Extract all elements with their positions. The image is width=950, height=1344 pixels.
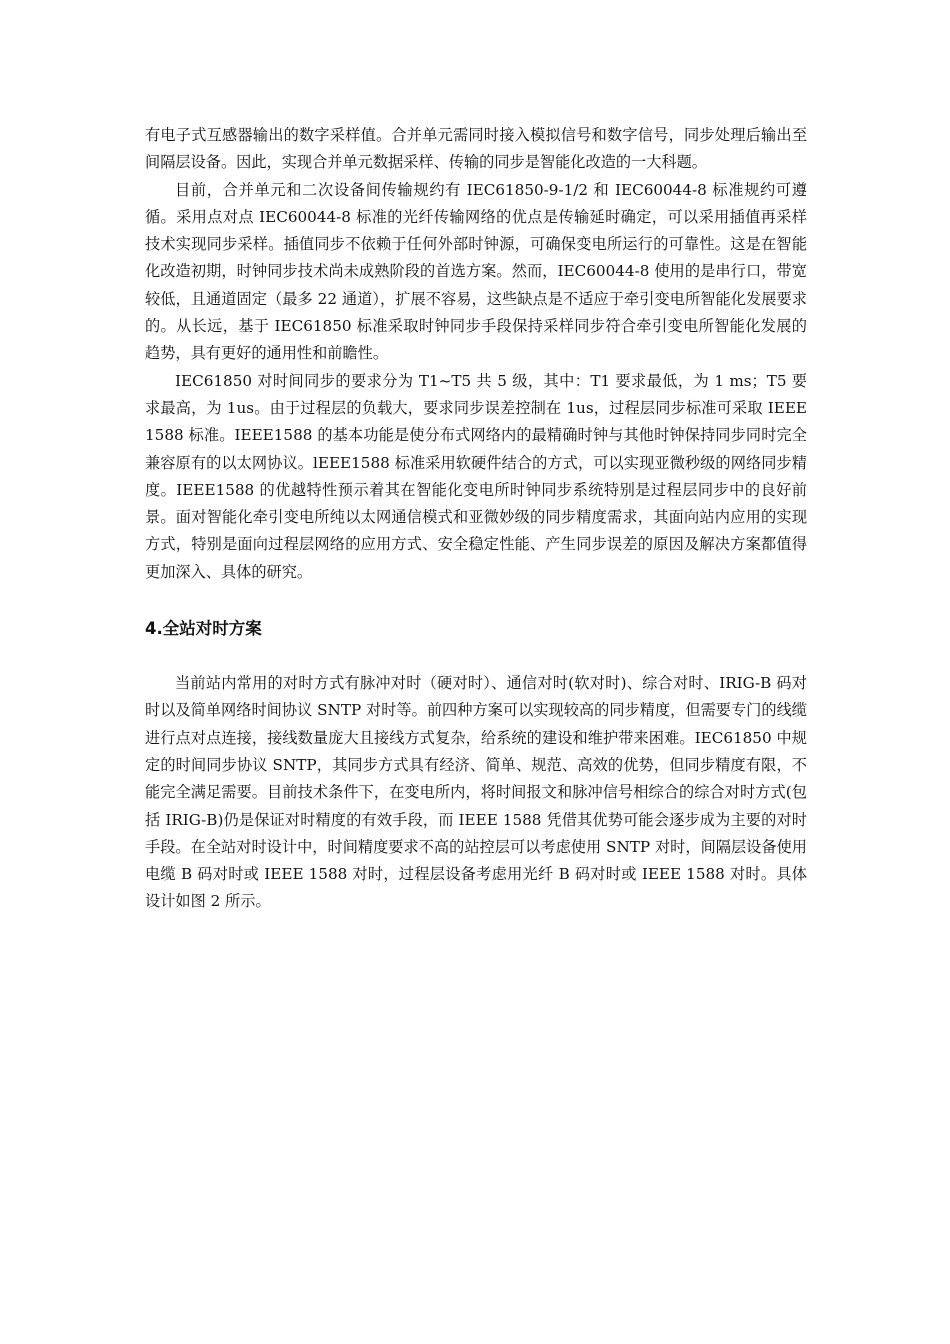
section-heading: 4.全站对时方案 <box>145 619 262 639</box>
paragraph-transmission-protocols: 目前，合并单元和二次设备间传输规约有 IEC61850-9-1/2 和 IEC60044-8 标准规约可遵循。采用点对点 IEC60044-8 标准的光纤传输网络的优点是传输延时确定，可以采用插值再采样技术实现同步采样。插值同步不依赖于任何外部时钟源，可确保变电所运行的可靠性。这是在智能化改造初期，时钟同步技术尚未成熟阶段的首选方案。然而，IEC60044-8 使用的是串行口，带宽较低，且通道固定（最多 22 通道），扩展不容易，这些缺点是不适应于牵引变电所智能化发展要求的。从长远，基于 IEC61850 标准采取时钟同步手段保持采样同步符合牵引变电所智能化发展的趋势，具有更好的通用性和前瞻性。 <box>145 180 807 363</box>
paragraph-merging-unit-sync: 有电子式互感器输出的数字采样值。合并单元需同时接入模拟信号和数字信号，同步处理后输出至间隔层设备。因此，实现合并单元数据采样、传输的同步是智能化改造的一大科题。 <box>145 126 807 172</box>
document-page <box>145 122 807 916</box>
paragraph-ieee1588: IEC61850 对时间同步的要求分为 T1~T5 共 5 级，其中：T1 要求最低，为 1 ms；T5 要求最高，为 1us。由于过程层的负载大，要求同步误差控制在 1us，过程层同步标准可采取 IEEE1588 标准。IEEE1588 的基本功能是使分布式网络内的最精确时钟与其他时钟保持同步同时完全兼容原有的以太网协议。lEEE1588 标准采用软硬件结合的方式，可以实现亚微秒级的网络同步精度。IEEE1588 的优越特性预示着其在智能化变电所时钟同步系统特别是过程层同步中的良好前景。面对智能化牵引变电所纯以太网通信模式和亚微妙级的同步精度需求，其面向站内应用的实现方式，特别是面向过程层网络的应用方式、安全稳定性能、产生同步误差的原因及解决方案都值得更加深入、具体的研究。 <box>145 371 807 581</box>
paragraph-station-time-sync: 当前站内常用的对时方式有脉冲对时（硬对时）、通信对时(软对时)、综合对时、IRIG-B 码对时以及简单网络时间协议 SNTP 对时等。前四种方案可以实现较高的同步精度，但需要专门的线缆进行点对点连接，接线数量庞大且接线方式复杂，给系统的建设和维护带来困难。IEC61850 中规定的时间同步协议 SNTP，其同步方式具有经济、简单、规范、高效的优势，但同步精度有限，不能完全满足需要。目前技术条件下，在变电所内，将时间报文和脉冲信号相综合的综合对时方式(包括 IRIG-B)仍是保证对时精度的有效手段，而 IEEE 1588 凭借其优势可能会逐步成为主要的对时手段。在全站对时设计中，时间精度要求不高的站控层可以考虑使用 SNTP 对时，间隔层设备使用电缆 B 码对时或 IEEE 1588 对时，过程层设备考虑用光纤 B 码对时或 IEEE 1588 对时。具体设计如图 2 所示。 <box>145 674 807 911</box>
